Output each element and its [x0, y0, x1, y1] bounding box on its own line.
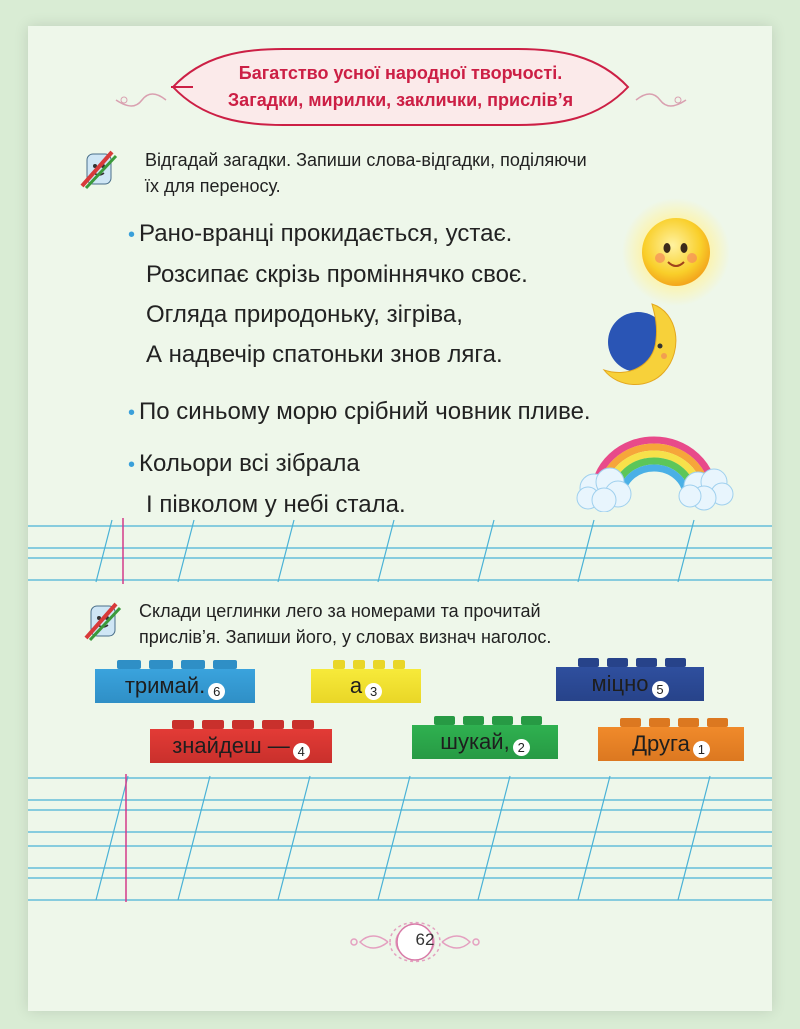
riddle-1-line-3: Огляда природоньку, зігріва,	[146, 301, 463, 328]
lego-stud	[521, 716, 542, 725]
lego-brick	[598, 727, 744, 761]
page-number: 62	[415, 930, 435, 949]
riddle-1	[128, 214, 528, 375]
lego-stud	[181, 660, 205, 669]
lego-stud	[665, 658, 686, 667]
lego-word: а	[349, 673, 363, 698]
lego-number: 2	[513, 739, 530, 756]
riddle-1-line-4: А надвечір спатоньки знов ляга.	[146, 341, 503, 368]
title-line-2: Загадки, мирилки, заклички, прислів’я	[227, 90, 574, 110]
lego-stud	[463, 716, 484, 725]
lego-stud	[649, 718, 670, 727]
task1-line-1: Відгадай загадки. Запиши слова-відгадки, поділяючи	[145, 150, 587, 170]
lego-stud	[149, 660, 173, 669]
lego-brick	[311, 669, 421, 703]
lego-brick	[150, 729, 332, 763]
moon-icon	[600, 300, 684, 390]
lego-stud	[353, 660, 365, 669]
lego-stud	[333, 660, 345, 669]
lego-stud	[373, 660, 385, 669]
riddle-3	[128, 444, 406, 525]
writing-lines-1	[28, 518, 772, 584]
lego-number: 5	[652, 681, 669, 698]
bullet-icon: •	[128, 224, 136, 246]
lego-stud	[232, 720, 254, 729]
lego-stud	[578, 658, 599, 667]
lego-brick	[412, 725, 558, 759]
lego-stud	[213, 660, 237, 669]
flourish-right-icon	[634, 88, 690, 112]
lego-stud	[678, 718, 699, 727]
lego-number: 6	[208, 683, 225, 700]
lego-stud	[636, 658, 657, 667]
lego-word: тримай.	[124, 673, 206, 698]
lego-stud	[434, 716, 455, 725]
bullet-icon: •	[128, 402, 136, 424]
sun-icon	[612, 198, 734, 306]
pencil-character-icon	[78, 148, 120, 190]
lego-stud	[262, 720, 284, 729]
riddle-3-line-1: Кольори всі зібрала	[139, 450, 360, 477]
lego-word: знайдеш —	[172, 733, 290, 758]
lego-stud	[707, 718, 728, 727]
lego-word: Друга	[632, 731, 690, 756]
lego-number: 3	[365, 683, 382, 700]
flourish-left-icon	[112, 88, 168, 112]
title-line-1: Багатство усної народної творчості.	[238, 63, 563, 83]
task2-line-1: Склади цеглинки лего за номерами та прочитай	[139, 601, 541, 621]
pencil-character-icon	[82, 600, 124, 642]
task1-line-2: їх для переносу.	[145, 176, 281, 196]
lego-number: 4	[293, 743, 310, 760]
lego-word: шукай,	[440, 729, 510, 754]
task2-line-2: прислів’я. Запиши його, у словах визнач наголос.	[139, 627, 552, 647]
lego-stud	[620, 718, 641, 727]
lego-brick	[95, 669, 255, 703]
lego-stud	[202, 720, 224, 729]
writing-lines-2	[28, 774, 772, 902]
lego-stud	[393, 660, 405, 669]
lego-stud	[292, 720, 314, 729]
lego-stud	[607, 658, 628, 667]
rainbow-icon	[574, 426, 734, 512]
title-banner	[163, 45, 638, 129]
riddle-2-line-1: По синьому морю срібний човник пливе.	[139, 398, 591, 425]
lego-brick	[556, 667, 704, 701]
lego-word: міцно	[591, 671, 649, 696]
lego-stud	[172, 720, 194, 729]
riddle-1-line-1: Рано-вранці прокидається, устає.	[139, 220, 513, 247]
lego-number: 1	[693, 741, 710, 758]
lego-stud	[117, 660, 141, 669]
riddle-3-line-2: І півколом у небі стала.	[146, 491, 406, 518]
lego-stud	[492, 716, 513, 725]
riddle-2	[128, 398, 591, 426]
bullet-icon: •	[128, 454, 136, 476]
riddle-1-line-2: Розсипає скрізь проміннячко своє.	[146, 261, 528, 288]
